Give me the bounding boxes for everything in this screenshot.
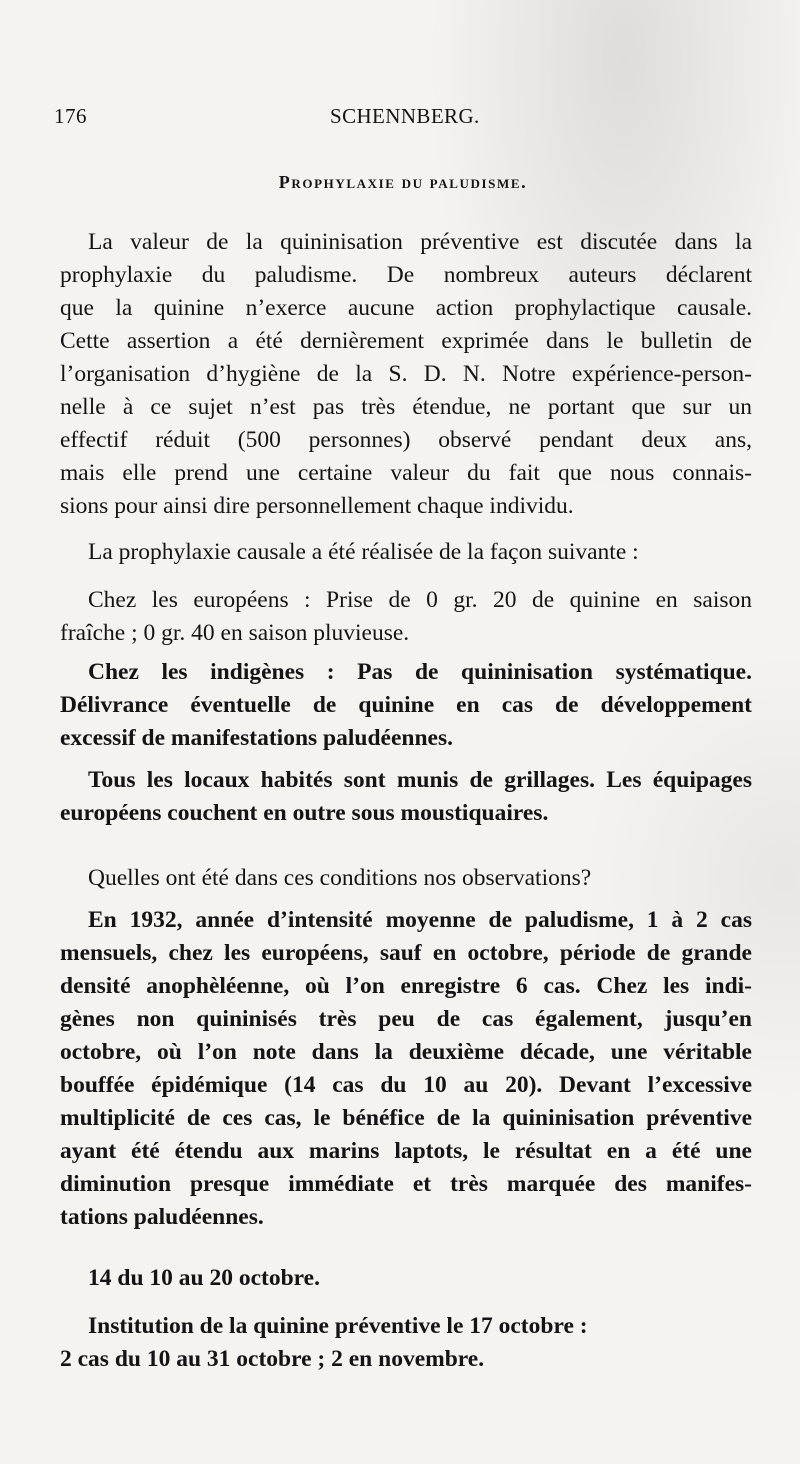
text-line: bouffée épidémique (14 cas du 10 au 20). Devant l’excessive (60, 1072, 752, 1098)
text-line: La valeur de la quininisation préventive est discutée dans la (88, 229, 752, 255)
paragraph-3 (60, 584, 752, 650)
text-line: prophylaxie du paludisme. De nombreux auteurs déclarent (60, 262, 752, 288)
text-line: Chez les indigènes : Pas de quininisation systématique. (88, 659, 752, 685)
running-head (54, 104, 746, 134)
paragraph-6 (60, 862, 752, 895)
section-title-text: Prophylaxie du paludisme. (278, 172, 528, 192)
text-line: octobre, où l’on note dans la deuxième décade, une véritable (60, 1039, 752, 1065)
running-title: SCHENNBERG. (330, 104, 480, 128)
text-line: européens couchent en outre sous moustiquaires. (60, 800, 549, 826)
paragraph-1 (60, 226, 752, 523)
text-line: 14 du 10 au 20 octobre. (88, 1265, 320, 1291)
text-line: tations paludéennes. (60, 1204, 264, 1230)
page-number: 176 (54, 104, 87, 128)
text-line: Tous les locaux habités sont munis de grillages. Les équipages (88, 767, 752, 793)
text-line: 2 cas du 10 au 31 octobre ; 2 en novembre. (60, 1346, 485, 1372)
paragraph-5 (60, 764, 752, 830)
paragraph-7 (60, 904, 752, 1234)
paragraph-8 (60, 1262, 752, 1295)
section-title (0, 172, 800, 193)
text-line: l’organisation d’hygiène de la S. D. N. Notre expérience-person- (60, 361, 752, 387)
text-line: En 1932, année d’intensité moyenne de paludisme, 1 à 2 cas (88, 907, 752, 933)
text-line: Quelles ont été dans ces conditions nos observations? (88, 865, 592, 891)
text-line: gènes non quininisés très peu de cas également, jusqu’en (60, 1006, 752, 1032)
text-line: multiplicité de ces cas, le bénéfice de la quininisation préventive (60, 1105, 752, 1131)
text-line: densité anophèléenne, où l’on enregistre 6 cas. Chez les indi- (60, 973, 752, 999)
text-line: Délivrance éventuelle de quinine en cas de développement (60, 692, 752, 718)
text-line: nelle à ce sujet n’est pas très étendue, ne portant que sur un (60, 394, 752, 420)
text-line: Cette assertion a été dernièrement exprimée dans le bulletin de (60, 328, 752, 354)
paragraph-9 (60, 1310, 752, 1376)
text-line: La prophylaxie causale a été réalisée de la façon suivante : (88, 539, 639, 565)
text-line: sions pour ainsi dire personnellement chaque individu. (60, 493, 574, 519)
text-line: mensuels, chez les européens, sauf en octobre, période de grande (60, 940, 752, 966)
text-line: fraîche ; 0 gr. 40 en saison pluvieuse. (60, 620, 410, 646)
paragraph-2 (60, 536, 752, 569)
text-line: excessif de manifestations paludéennes. (60, 725, 453, 751)
text-line: que la quinine n’exerce aucune action prophylactique causale. (60, 295, 752, 321)
text-line: ayant été étendu aux marins laptots, le résultat en a été une (60, 1138, 752, 1164)
paragraph-4 (60, 656, 752, 755)
text-line: mais elle prend une certaine valeur du fait que nous connais- (60, 460, 752, 486)
text-line: diminution presque immédiate et très marquée des manifes- (60, 1171, 752, 1197)
text-line: effectif réduit (500 personnes) observé pendant deux ans, (60, 427, 752, 453)
text-line: Chez les européens : Prise de 0 gr. 20 de quinine en saison (88, 587, 752, 613)
text-line: Institution de la quinine préventive le 17 octobre : (88, 1313, 588, 1339)
